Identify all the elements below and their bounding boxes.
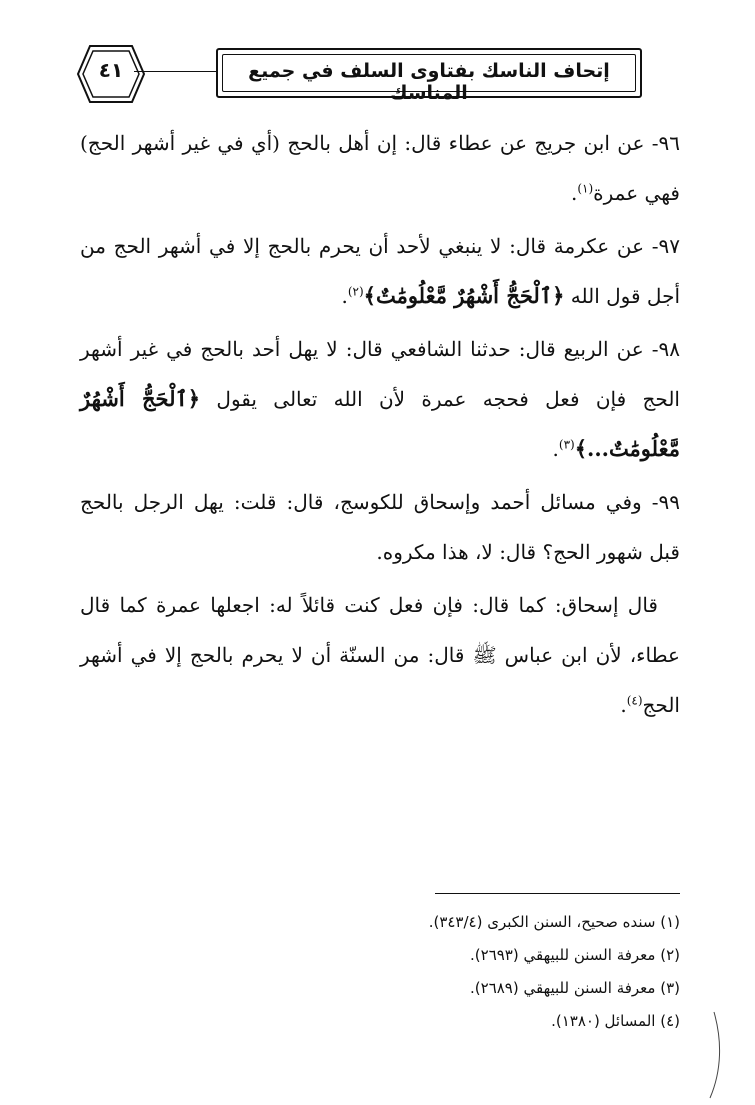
footnotes — [80, 906, 680, 1038]
paragraph-text: عن الربيع قال: حدثنا الشافعي قال: لا يهل أحد بالحج في غير أشهر الحج فإن فعل فحجه عمرة لأن الله تعالى يقول — [80, 337, 680, 411]
footnote-2: (٢) معرفة السنن للبيهقي (٢٦٩٣). — [470, 946, 680, 964]
paragraph-number: ٩٨- — [651, 337, 680, 361]
paragraph-text: قال إسحاق: كما قال: فإن فعل كنت قائلاً له: اجعلها عمرة كما قال عطاء، لأن ابن عباس — [80, 593, 680, 667]
page-edge-curve-icon — [700, 1010, 730, 1100]
footnote-divider — [435, 893, 680, 894]
paragraph-text: عن عكرمة قال: لا ينبغي لأحد أن يحرم بالحج إلا في أشهر الحج من أجل قول الله — [80, 234, 680, 308]
page-number: ٤١ — [98, 58, 124, 82]
footnote-ref[interactable]: (٢) — [347, 284, 364, 299]
footnote-4: (٤) المسائل (١٣٨٠). — [551, 1012, 680, 1030]
quran-verse: ﴿ٱلْحَجُّ أَشْهُرٌ مَّعْلُومَٰتٌ﴾ — [363, 283, 565, 308]
page-number-badge — [76, 44, 146, 104]
quran-verse: ﴿ٱلْحَجُّ أَشْهُرٌ مَّعْلُومَٰتٌ...﴾ — [80, 386, 680, 461]
book-title: إتحاف الناسك بفتاوى السلف في جميع المناسك — [248, 60, 610, 104]
paragraph-number: ٩٦- — [651, 131, 680, 155]
paragraph-text: عن ابن جريج عن عطاء قال: إن أهل بالحج (أي في غير أشهر الحج) فهي عمرة — [80, 131, 680, 205]
header-connector-line — [134, 71, 216, 72]
paragraph-ishaq — [80, 580, 680, 730]
honorific-glyph: ﷺ — [472, 643, 497, 667]
paragraph-97 — [80, 221, 680, 321]
footnote-ref[interactable]: (١) — [577, 181, 594, 196]
paragraph-99 — [80, 477, 680, 577]
paragraph-text-continued: قال: من السنّة أن لا يحرم بالحج إلا في أشهر الحج — [80, 643, 680, 717]
footnote-ref[interactable]: (٤) — [626, 693, 643, 708]
paragraph-96 — [80, 118, 680, 218]
page-header — [76, 44, 644, 104]
paragraph-number: ٩٧- — [651, 234, 680, 258]
footnote-3: (٣) معرفة السنن للبيهقي (٢٦٨٩). — [470, 979, 680, 997]
paragraph-text: وفي مسائل أحمد وإسحاق للكوسج، قال: قلت: يهل الرجل بالحج قبل شهور الحج؟ قال: لا، هذا مكروه. — [80, 490, 680, 564]
title-frame — [216, 48, 642, 104]
paragraph-98 — [80, 324, 680, 474]
footnote-ref[interactable]: (٣) — [558, 437, 575, 452]
paragraph-number: ٩٩- — [651, 490, 680, 514]
main-text — [80, 118, 680, 733]
paragraph-end: . — [570, 181, 578, 205]
paragraph-end: . — [341, 284, 348, 308]
paragraph-end: . — [620, 693, 627, 717]
footnote-1: (١) سنده صحيح، السنن الكبرى (٣٤٣/٤). — [428, 913, 680, 931]
paragraph-end: . — [552, 437, 559, 461]
